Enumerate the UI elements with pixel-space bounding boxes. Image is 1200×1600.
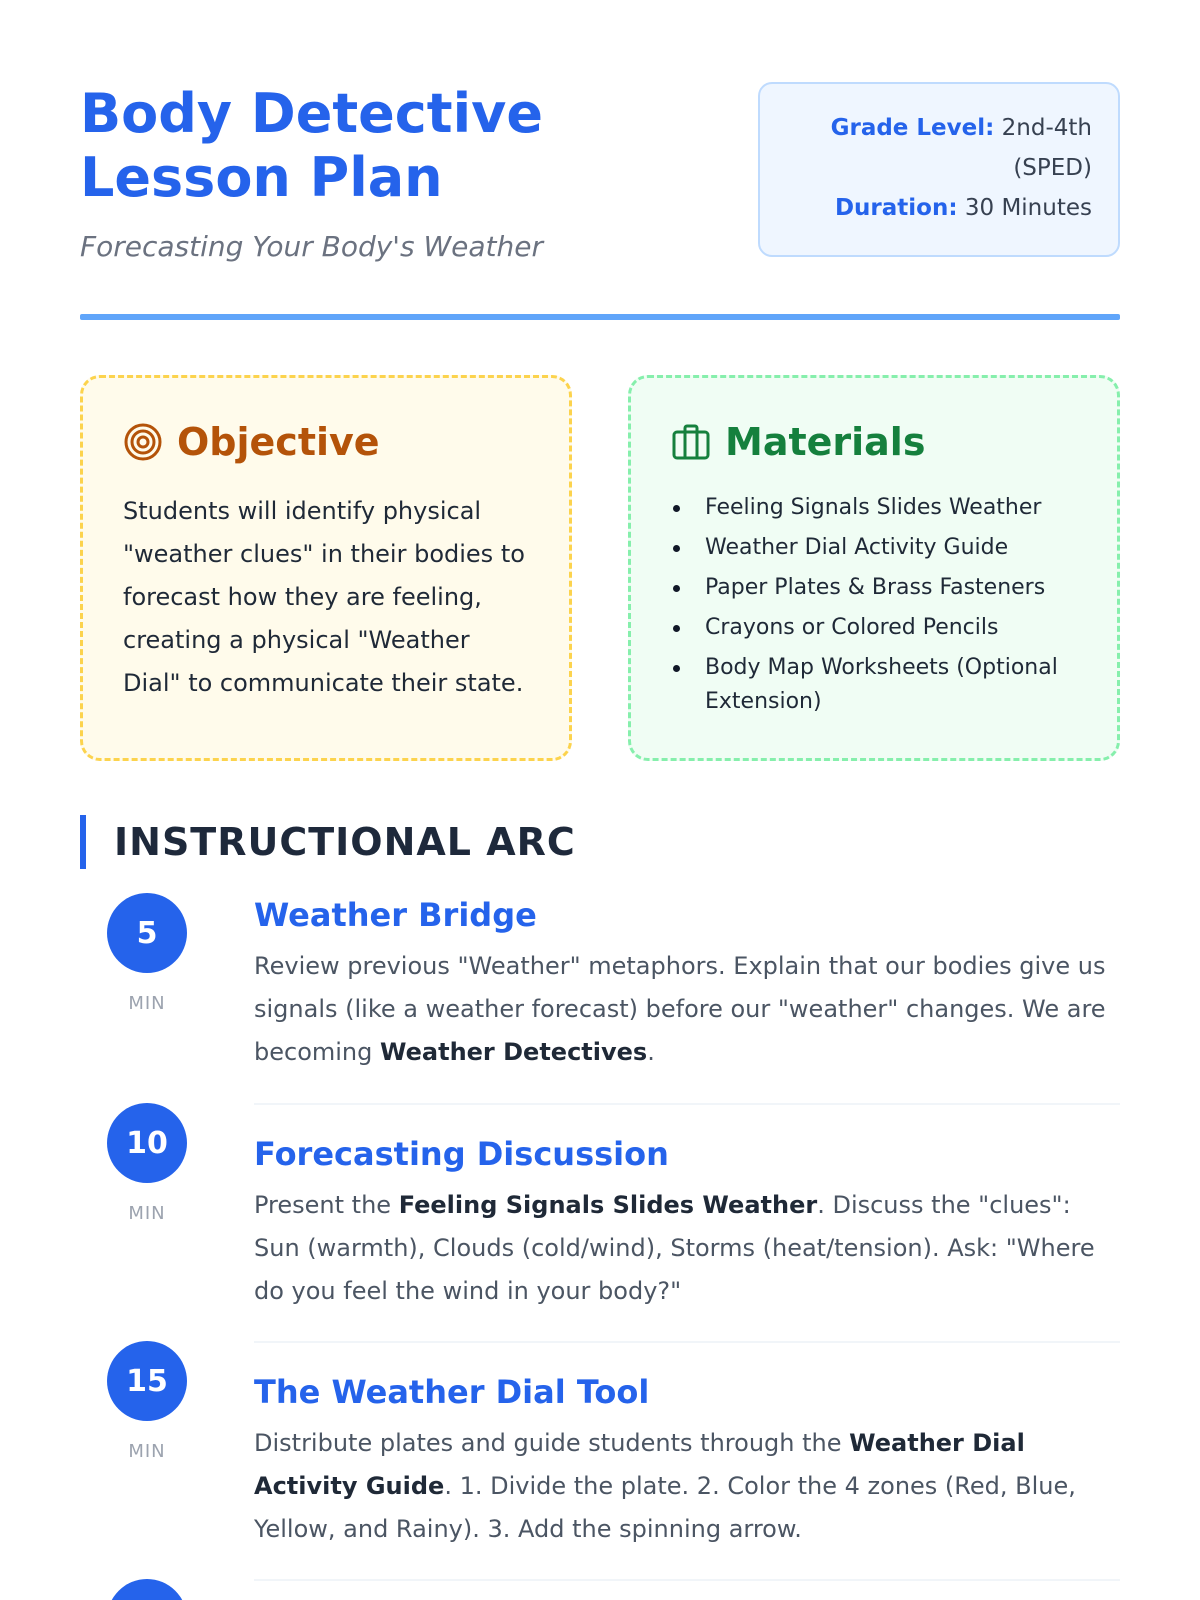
list-item: Crayons or Colored Pencils — [671, 608, 1077, 648]
step-title: Weather Bridge — [254, 896, 537, 934]
minutes-unit: MIN — [128, 1441, 166, 1462]
minutes-badge: 15 — [107, 1341, 187, 1421]
objective-title: Objective — [177, 420, 380, 464]
step-text — [254, 1422, 1120, 1551]
objective-card — [80, 375, 572, 761]
minutes-unit: MIN — [128, 1203, 166, 1224]
step-title: The Weather Dial Tool — [254, 1373, 650, 1411]
duration-value: 30 Minutes — [964, 195, 1092, 221]
materials-list — [671, 488, 1077, 719]
step-divider — [254, 1341, 1120, 1343]
page-title: Body Detective Lesson Plan — [80, 82, 543, 209]
list-item: Paper Plates & Brass Fasteners — [671, 568, 1077, 608]
minutes-badge: 5 — [107, 893, 187, 973]
duration-label: Duration: — [834, 195, 958, 221]
minutes-unit: MIN — [128, 993, 166, 1014]
step-text-part: . Discuss the "clues": Sun (warmth), Clouds (cold/wind), Storms (heat/tension). Ask: "Where do you feel the wind in your body?" — [254, 1191, 1095, 1305]
step-text-bold: Feeling Signals Slides Weather — [398, 1191, 818, 1219]
minutes-badge: 10 — [107, 1103, 187, 1183]
materials-title: Materials — [725, 420, 926, 464]
step-text-part: . — [647, 1038, 655, 1066]
materials-card — [628, 375, 1120, 761]
step-text-part: Review previous "Weather" metaphors. Explain that our bodies give us signals (like a weather forecast) before our "weather" changes. We are becoming — [254, 952, 1106, 1066]
header-divider — [80, 314, 1120, 320]
timeline-step-partial — [80, 1579, 1120, 1600]
step-text-bold: Weather Detectives — [380, 1038, 648, 1066]
target-icon — [123, 422, 163, 462]
step-body — [254, 893, 1120, 1074]
briefcase-icon — [671, 422, 711, 462]
step-text — [254, 945, 1120, 1074]
section-title: INSTRUCTIONAL ARC — [80, 815, 576, 869]
step-divider — [254, 1103, 1120, 1105]
step-body — [254, 1370, 1120, 1551]
minutes-badge — [107, 1579, 187, 1600]
list-item: Weather Dial Activity Guide — [671, 528, 1077, 568]
grade-level — [786, 108, 1092, 188]
lesson-plan-page — [80, 0, 1120, 1600]
step-text-part: Distribute plates and guide students through the — [254, 1429, 850, 1457]
page-subtitle: Forecasting Your Body's Weather — [80, 230, 544, 263]
objective-header — [123, 418, 529, 466]
step-title: Forecasting Discussion — [254, 1135, 669, 1173]
header — [80, 82, 1120, 272]
step-text-part: Present the — [254, 1191, 399, 1219]
step-text — [254, 1184, 1120, 1313]
materials-header — [671, 418, 1077, 466]
list-item: Feeling Signals Slides Weather — [671, 488, 1077, 528]
objective-text: Students will identify physical "weather clues" in their bodies to forecast how they are feeling, creating a physical "Weather Dial" to communicate their state. — [123, 497, 525, 697]
step-body — [254, 1132, 1120, 1313]
grade-level-label: Grade Level: — [830, 115, 995, 141]
step-text-bold: Weather Dial Activity Guide — [254, 1429, 1025, 1500]
list-item: Body Map Worksheets (Optional Extension) — [671, 648, 1077, 719]
step-text-part: . 1. Divide the plate. 2. Color the 4 zones (Red, Blue, Yellow, and Rainy). 3. Add the spinning arrow. — [254, 1472, 1076, 1543]
info-card — [758, 82, 1120, 257]
grade-level-value: 2nd-4th (SPED) — [1001, 115, 1092, 181]
duration — [786, 188, 1092, 228]
